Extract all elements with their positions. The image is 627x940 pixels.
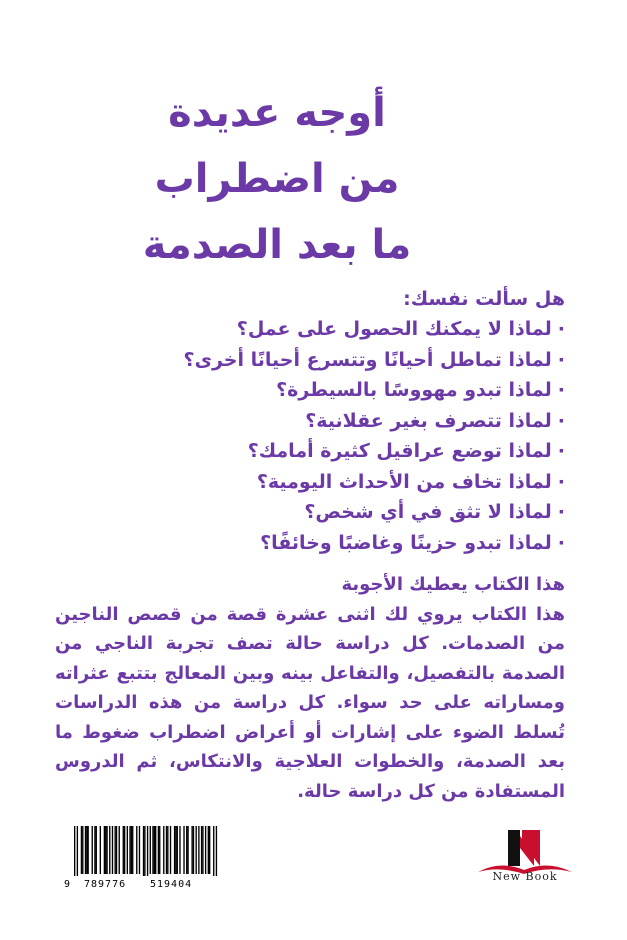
bullet-icon: · (557, 440, 565, 462)
isbn-group-a: 789776 (84, 879, 127, 890)
barcode-bar (205, 826, 206, 874)
barcode-bar (191, 826, 192, 874)
barcode-bar (209, 826, 210, 874)
barcode-bar (136, 826, 137, 874)
barcode-bar (201, 826, 202, 874)
isbn-prefix: 9 (64, 879, 71, 890)
barcode-bar (127, 826, 128, 874)
barcode-bar (179, 826, 180, 874)
barcode-bar (109, 826, 110, 874)
barcode-bar (92, 826, 93, 874)
barcode-bar (82, 826, 83, 874)
logo-black-block (508, 830, 520, 866)
bullet-icon: · (557, 501, 565, 523)
book-title (107, 80, 447, 278)
barcode-bar (198, 826, 199, 874)
question-item (55, 406, 565, 437)
question-item (55, 314, 565, 345)
barcode-bar (115, 826, 116, 874)
barcode-bar (143, 826, 144, 878)
question-text: لماذا لا تثق في أي شخص؟ (304, 501, 552, 523)
barcode-bar (86, 826, 87, 874)
barcode-bar (167, 826, 168, 874)
question-text: لماذا تتصرف بغير عقلانية؟ (305, 409, 552, 432)
bullet-icon: · (557, 318, 565, 340)
barcode-bar (186, 826, 187, 874)
barcode-bars (62, 826, 218, 878)
barcode-bar (147, 826, 148, 878)
barcode-bar (105, 826, 106, 874)
barcode-bar (144, 826, 145, 878)
book-description (55, 570, 565, 806)
question-text: لماذا تبدو حزينًا وغاضبًا وخائفًا؟ (260, 531, 552, 554)
barcode-bar (208, 826, 209, 874)
barcode-bar (104, 826, 105, 874)
publisher-name: New Book (492, 870, 558, 883)
questions-list (55, 314, 565, 558)
barcode-bar (119, 826, 120, 874)
barcode-bar (183, 826, 184, 874)
barcode-bar (129, 826, 130, 874)
questions-intro: هل سألت نفسك: (403, 288, 565, 310)
bullet-icon: · (557, 531, 565, 554)
barcode-bar (139, 826, 140, 874)
barcode-bar (74, 826, 75, 878)
barcode-bar (123, 826, 124, 874)
description-heading: هذا الكتاب يعطيك الأجوبة (341, 574, 565, 595)
barcode-bar (166, 826, 167, 874)
barcode-bar (163, 826, 164, 874)
title-line-3: ما بعد الصدمة (142, 222, 412, 268)
barcode-bar (158, 826, 159, 874)
isbn-number (62, 876, 218, 894)
title-line-2: من اضطراب (154, 156, 400, 202)
question-item (55, 345, 565, 376)
barcode-bar (96, 826, 97, 874)
barcode-bar (81, 826, 82, 874)
question-item (55, 497, 565, 528)
bullet-icon: · (557, 409, 565, 432)
bullet-icon: · (557, 470, 565, 493)
barcode-bar (116, 826, 117, 874)
question-text: لماذا تبدو مهووسًا بالسيطرة؟ (276, 379, 552, 401)
barcode-bar (106, 826, 107, 874)
barcode-bar (187, 826, 188, 874)
barcode-bar (77, 826, 78, 878)
title-line-1: أوجه عديدة (168, 90, 386, 136)
question-text: لماذا لا يمكنك الحصول على عمل؟ (236, 318, 552, 340)
bullet-icon: · (557, 348, 565, 371)
barcode-bar (88, 826, 89, 874)
barcode-bar (132, 826, 133, 874)
isbn-group-b: 519404 (150, 879, 193, 890)
barcode-bar (152, 826, 153, 874)
barcode-bar (112, 826, 113, 874)
question-text: لماذا تخاف من الأحداث اليومية؟ (256, 470, 552, 493)
barcode-bar (124, 826, 125, 874)
barcode-bar (170, 826, 171, 874)
barcode-bar (85, 826, 86, 874)
barcode-bar (150, 826, 151, 874)
barcode-bar (100, 826, 101, 874)
barcode-bar (159, 826, 160, 874)
question-item (55, 467, 565, 498)
question-item (55, 528, 565, 559)
barcode-bar (216, 826, 217, 878)
bullet-icon: · (557, 379, 565, 401)
barcode-bar (177, 826, 178, 874)
description-body: هذا الكتاب يروي لك اثنى عشرة قصة من قصص الناجين من الصدمات. كل دراسة حالة تصف تجربة الناجي من الصدمة بالتفصيل، والتفاعل بينه وبين المعالج بتتبع عثراته ومساراته على حد سواء. كل دراسة من هذه الدراسات تُسلط الضوء على إشارات أو أعراض اضطراب ضغوط ما بعد الصدمة، والخطوات العلاجية والانتكاس، ثم الدروس المستفادة من كل دراسة حالة. (55, 603, 565, 802)
barcode-bar (213, 826, 214, 878)
questions-section (55, 284, 565, 558)
barcode-bar (154, 826, 155, 874)
barcode-bar (193, 826, 194, 874)
question-item (55, 436, 565, 467)
question-text: لماذا توضع عراقيل كثيرة أمامك؟ (247, 440, 552, 462)
barcode-bar (202, 826, 203, 874)
question-item (55, 375, 565, 406)
barcode-bar (174, 826, 175, 874)
question-text: لماذا تماطل أحيانًا وتتسرع أحيانًا أخرى؟ (183, 348, 552, 371)
barcode-bar (155, 826, 156, 874)
barcode-bar (196, 826, 197, 874)
barcode-bar (94, 826, 95, 874)
isbn-barcode (62, 826, 218, 894)
barcode-bar (175, 826, 176, 874)
barcode-bar (131, 826, 132, 874)
